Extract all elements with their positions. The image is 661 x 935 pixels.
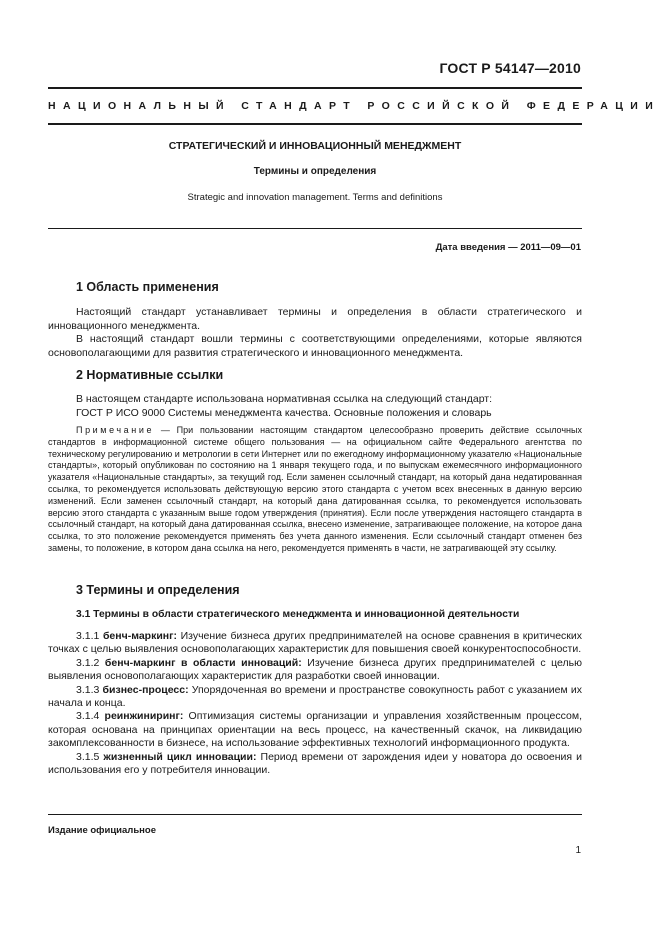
term-name: реинжиниринг:	[104, 710, 184, 723]
term-number: 3.1.4	[76, 710, 100, 723]
term-name: бизнес-процесс:	[102, 683, 189, 696]
term-definition: Оптимизация системы организации и управления хозяйственным процессом, которая основана на принципах ориентации на весь процесс, на качественный скачок, на ликвидацию закомплексованности в бизнесе, на использование эффективных технологий информационного продукта.	[48, 710, 582, 750]
term-name: бенч-маркинг:	[102, 630, 178, 642]
term-name: жизненный цикл инновации:	[103, 750, 257, 763]
term-number: 3.1.3	[76, 683, 100, 696]
term-entry	[48, 657, 582, 684]
official-edition-label: Издание официальное	[48, 825, 156, 836]
national-standard-banner: НАЦИОНАЛЬНЫЙ СТАНДАРТ РОССИЙСКОЙ ФЕДЕРАЦИИ	[48, 100, 661, 112]
note-paragraph	[48, 425, 582, 555]
term-definition: Период времени от зарождения идеи у новатора до освоения и использования его у потребителя инновации.	[48, 750, 583, 777]
term-number: 3.1.1	[76, 630, 100, 642]
section-1-body	[48, 306, 582, 360]
term-name: бенч-маркинг в области инноваций:	[104, 656, 302, 669]
term-entry	[48, 710, 582, 750]
subsection-3-1-heading: 3.1 Термины в области стратегического менеджмента и инновационной деятельности	[76, 609, 520, 620]
note-label: Примечание	[76, 425, 155, 435]
paragraph: В настоящем стандарте использована нормативная ссылка на следующий стандарт:	[76, 393, 493, 405]
section-2-body	[48, 393, 582, 420]
paragraph: В настоящий стандарт вошли термины с соответствующими определениями, которые являются основополагающими для развития стратегического и инновационного менеджмента.	[48, 333, 582, 359]
term-number: 3.1.5	[76, 750, 100, 763]
title-rule	[48, 228, 582, 229]
document-subtitle: Термины и определения	[253, 166, 377, 177]
introduction-date: Дата введения — 2011—09—01	[435, 242, 581, 253]
banner-rule	[48, 123, 582, 125]
document-title: СТРАТЕГИЧЕСКИЙ И ИННОВАЦИОННЫЙ МЕНЕДЖМЕНТ	[168, 140, 462, 152]
terms-list	[48, 630, 582, 777]
section-3-heading: 3 Термины и определения	[76, 583, 240, 597]
term-entry	[48, 751, 582, 778]
reference-entry: ГОСТ Р ИСО 9000 Системы менеджмента качества. Основные положения и словарь	[76, 406, 492, 419]
section-2-heading: 2 Нормативные ссылки	[76, 368, 224, 382]
term-definition: Изучение бизнеса других предпринимателей на основе сравнения в критических точках с целью выявления основополагающих характеристик для повышения своей конкурентоспособности.	[48, 630, 583, 656]
footer-rule	[48, 814, 582, 815]
term-definition: Упорядоченная во времени и пространстве совокупность работ с указанием их начала и конца.	[48, 683, 583, 710]
header-rule	[48, 87, 582, 89]
english-title: Strategic and innovation management. Terms and definitions	[187, 192, 443, 203]
note-text: — При пользовании настоящим стандартом целесообразно проверить действие ссылочных стандартов в информационной системе общего пользования — на официальном сайте Федерального агентства по техническому регулированию и метрологии в сети Интернет или по ежегодному информационному указателю «Национальные стандарты», который опубликован по состоянию на 1 января текущего года, и по выпускам ежемесячного информационного указателя «Национальные стандарты», за текущий год. Если заменен ссылочный стандарт, на который дана недатированная ссылка, то рекомендуется использовать действующую версию этого стандарта с учетом всех внесенных в данную версию изменений. Если заменен ссылочный стандарт, на который дана датированная ссылка, то рекомендуется использовать версию этого стандарта с указанным выше годом утверждения (принятия). Если после утверждения настоящего стандарта в ссылочный стандарт, на который дана датированная ссылка, внесено изменение, затрагивающее положение, на которое дана ссылка, то это положение рекомендуется применять без учета данного изменения. Если ссылочный стандарт отменен без замены, то положение, в котором дана ссылка на него, рекомендуется применять в части, не затрагивающей эту ссылку.	[48, 425, 582, 553]
page-number: 1	[575, 845, 581, 856]
term-number: 3.1.2	[76, 656, 100, 669]
standard-code: ГОСТ Р 54147—2010	[439, 60, 581, 76]
paragraph: Настоящий стандарт устанавливает термины и определения в области стратегического и инновационного менеджмента.	[48, 306, 582, 332]
term-entry	[48, 630, 582, 657]
term-definition: Изучение бизнеса других предпринимателей с целью выявления основополагающих характеристик для разработки своей инновации.	[48, 656, 583, 683]
term-entry	[48, 684, 582, 711]
section-1-heading: 1 Область применения	[76, 280, 219, 294]
